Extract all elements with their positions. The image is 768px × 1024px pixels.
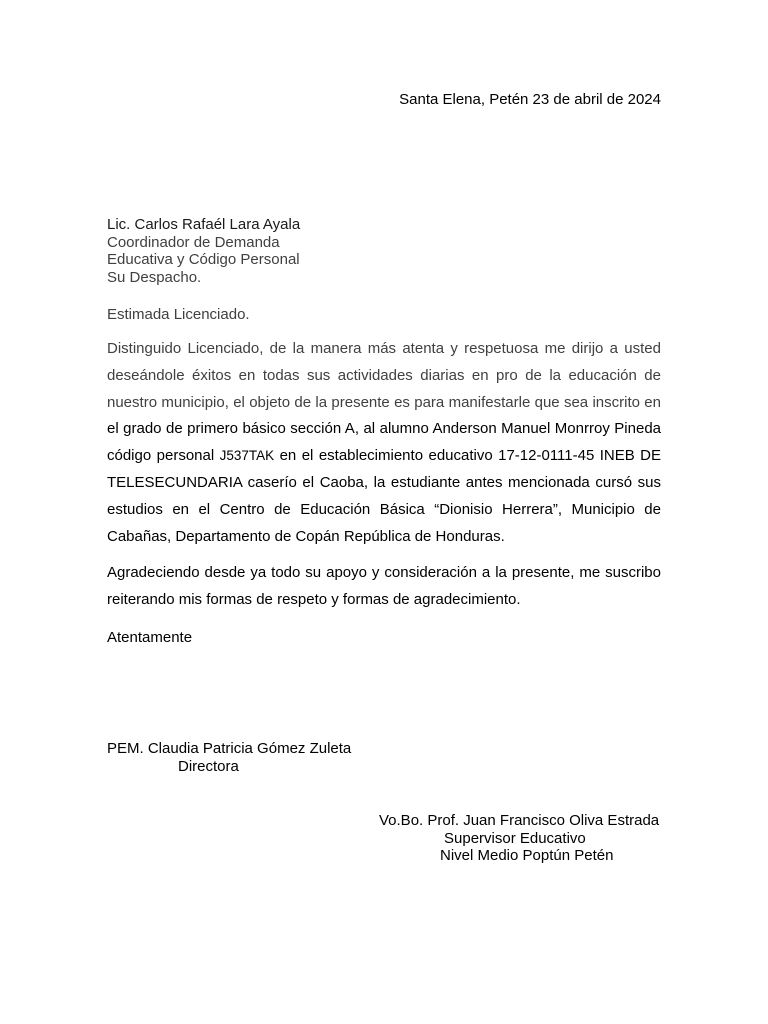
body-paragraph-1-intro: Distinguido Licenciado, de la manera más atenta y respetuosa me dirijo a usted deseándole éxitos en todas sus actividades diarias en pro de la educación de nuestro municipio, el objeto de la presente es para manifestarle que sea inscrito en [107, 340, 661, 411]
body-paragraph-2: Agradeciendo desde ya todo su apoyo y consideración a la presente, me suscribo reiterando mis formas de respeto y formas de agradecimiento. [107, 564, 661, 608]
recipient-office: Su Despacho. [107, 268, 202, 286]
body-paragraph-1-details: en el establecimiento educativo 17-12-0111-45 INEB DE TELESECUNDARIA caserío el Caoba, la estudiante antes mencionada cursó sus estudios en el Centro de Educación Básica “Dionisio Herrera”, Municipio de Cabañas, Departamento de Copán República de Honduras. [107, 447, 662, 545]
recipient-block [107, 216, 300, 286]
signer-title: Directora [178, 758, 239, 775]
approval-level: Nivel Medio Poptún Petén [440, 847, 614, 864]
closing: Atentamente [107, 629, 193, 646]
recipient-position: Coordinador de Demanda [107, 233, 280, 251]
body-paragraph-1-request: el grado de primero básico sección A, al alumno Anderson Manuel Monrroy Pineda código personal [107, 420, 661, 465]
signer-block [107, 740, 351, 776]
signer-name: PEM. Claudia Patricia Gómez Zuleta [107, 740, 352, 757]
approval-block [379, 812, 659, 865]
recipient-position-cont: Educativa y Código Personal [107, 251, 300, 268]
recipient-name: Lic. Carlos Rafaél Lara Ayala [107, 216, 301, 233]
greeting: Estimada Licenciado. [107, 306, 250, 323]
student-code: J537TAK [219, 448, 275, 464]
body-paragraph-1 [107, 336, 661, 550]
date-line: Santa Elena, Petén 23 de abril de 2024 [399, 91, 661, 108]
approval-name: Vo.Bo. Prof. Juan Francisco Oliva Estrada [379, 812, 660, 829]
approval-title: Supervisor Educativo [444, 829, 586, 847]
